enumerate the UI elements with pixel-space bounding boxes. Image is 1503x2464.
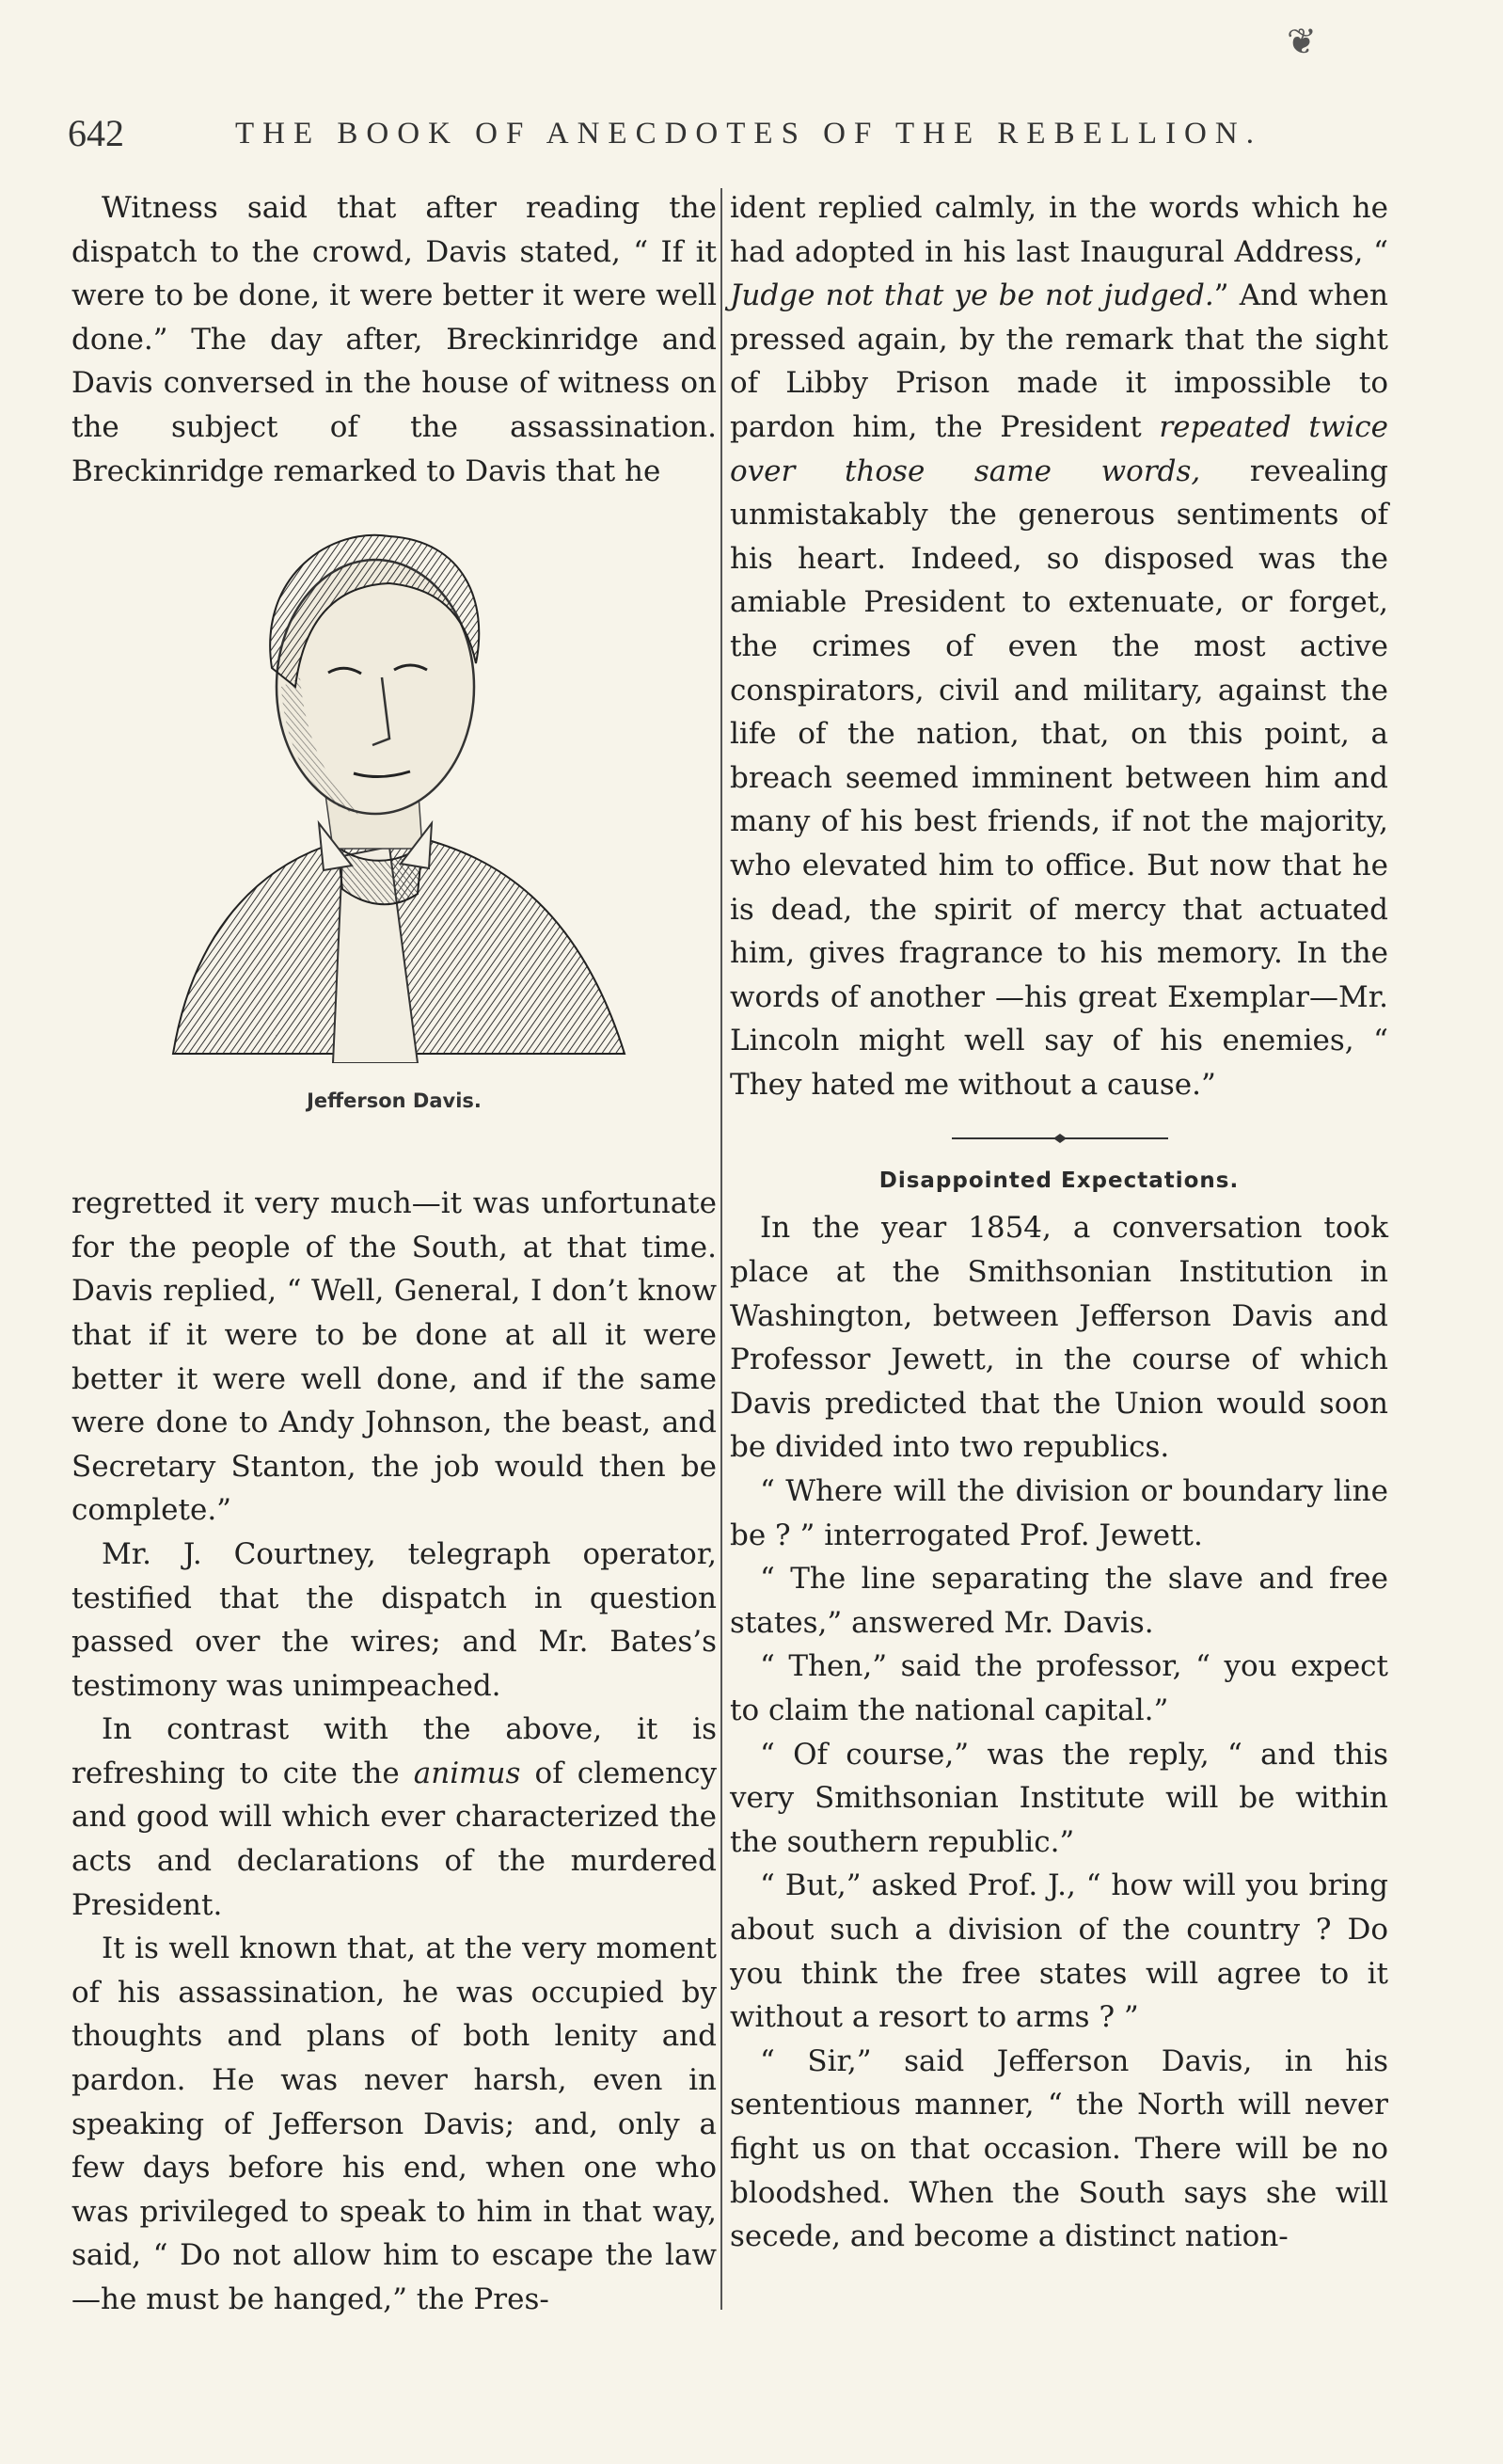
- left-paragraph-4-emphasis: animus: [413, 1756, 521, 1790]
- right-paragraph-4: “ The line separating the slave and free states,” answered Mr. Davis.: [730, 1562, 1388, 1640]
- right-paragraph-1-emphasis-2: repeated twice over those same words,: [730, 409, 1388, 488]
- portrait-figure: [71, 499, 717, 1174]
- right-paragraph-8: “ Sir,” said Jefferson Davis, in his sententious manner, “ the North will never fight us on that occasion. There will be no bloodshed. When the South says she will secede, and become a distinct nation-: [730, 2043, 1388, 2254]
- running-title: THE BOOK OF ANECDOTES OF THE REBELLION.: [235, 117, 1262, 151]
- left-paragraph-3: Mr. J. Courtney, telegraph operator, testified that the dispatch in question passed over the wires; and Mr. Bates’s testimony was unimpeached.: [71, 1536, 717, 1703]
- left-paragraph-4-part-b: of clemency and good will which ever characterized the acts and declarations of the murdered President.: [71, 1756, 717, 1922]
- portrait-caption: Jefferson Davis.: [307, 1089, 482, 1113]
- left-paragraph-4-part-a: In contrast with the above, it is refreshing to cite the: [71, 1712, 717, 1790]
- page-number: 642: [68, 112, 124, 154]
- section-divider: [730, 1123, 1388, 1157]
- right-paragraph-3: “ Where will the division or boundary line be ? ” interrogated Prof. Jewett.: [730, 1474, 1388, 1552]
- right-paragraph-5: “ Then,” said the professor, “ you expect to claim the national capital.”: [730, 1649, 1388, 1727]
- right-paragraph-7: “ But,” asked Prof. J., “ how will you bring about such a division of the country ? Do you think the free states will agree to it without a resort to arms ? ”: [730, 1868, 1388, 2035]
- left-column: [71, 186, 717, 2322]
- section-heading: Disappointed Expectations.: [878, 1168, 1240, 1194]
- column-divider: [720, 188, 722, 2310]
- left-paragraph-1: Witness said that after reading the dispatch to the crowd, Davis stated, “ If it were to be done, it were better it were well done.” The day after, Breckinridge and Davis conversed in the house of witness on the subject of the assassination. Breckinridge remarked to Davis that he: [71, 191, 717, 488]
- right-paragraph-1-part-a: ident replied calmly, in the words which he had adopted in his last Inaugural Address, “: [730, 191, 1388, 269]
- left-paragraph-4: [71, 1708, 717, 1927]
- left-paragraph-5: It is well known that, at the very moment of his assassination, he was occupied by thoughts and plans of both lenity and pardon. He was never harsh, even in speaking of Jefferson Davis; and, only a few days before his end, when one who was privileged to speak to him in that way, said, “ Do not allow him to escape the law—he must be hanged,” the Pres-: [71, 1931, 717, 2316]
- portrait-engraving-icon: [135, 499, 653, 1063]
- left-paragraph-2: regretted it very much—it was unfortunate for the people of the South, at that time. Davis replied, “ Well, General, I don’t know that if it were to be done at all it were better it were well done, and if the same were done to Andy Johnson, the beast, and Secretary Stanton, the job would then be complete.”: [71, 1186, 717, 1528]
- corner-ornament-icon: ❦: [1287, 21, 1317, 62]
- right-paragraph-6: “ Of course,” was the reply, “ and this very Smithsonian Institute will be within the southern republic.”: [730, 1737, 1388, 1859]
- right-paragraph-1-emphasis-1: Judge not that ye be not judged.: [730, 278, 1214, 313]
- right-column: [730, 186, 1388, 2259]
- right-paragraph-1: [730, 186, 1388, 1106]
- running-head: [68, 111, 1262, 167]
- divider-ornament-icon: [952, 1131, 1168, 1146]
- right-paragraph-1-part-c: revealing unmistakably the generous sentiments of his heart. Indeed, so disposed was the amiable President to extenuate, or forget, the crimes of even the most active conspirators, civil and military, against the life of the nation, that, on this point, a breach seemed imminent between him and many of his best friends, if not the majority, who elevated him to office. But now that he is dead, the spirit of mercy that actuated him, gives fragrance to his memory. In the words of another —his great Exemplar—Mr. Lincoln might well say of his enemies, “ They hated me without a cause.”: [730, 453, 1388, 1102]
- right-paragraph-2: In the year 1854, a conversation took place at the Smithsonian Institution in Washington, between Jefferson Davis and Professor Jewett, in the course of which Davis predicted that the Union would soon be divided into two republics.: [730, 1211, 1388, 1465]
- right-paragraph-1-part-b: ” And when pressed again, by the remark that the sight of Libby Prison made it impossible to pardon him, the President: [730, 278, 1388, 444]
